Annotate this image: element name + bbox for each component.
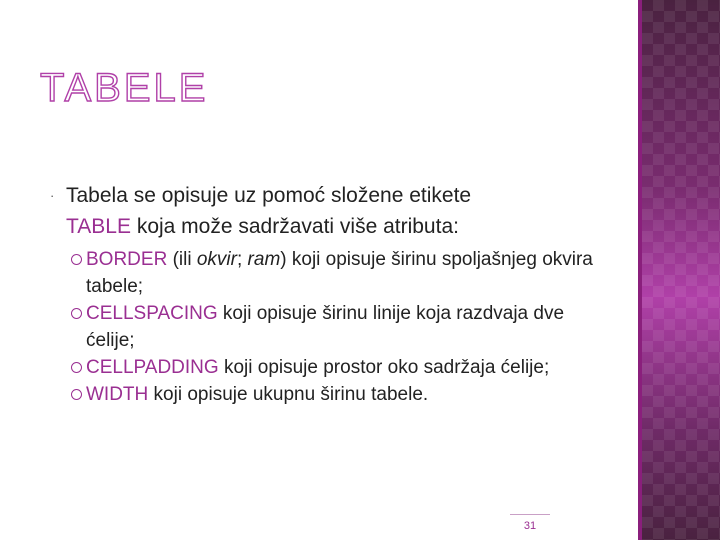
item-text: (ili bbox=[167, 249, 197, 270]
item-italic: ram bbox=[247, 249, 281, 270]
slide-title: TABELE bbox=[40, 66, 209, 110]
list-item-width bbox=[68, 381, 610, 408]
circle-bullet-icon bbox=[71, 254, 82, 265]
item-text: ; bbox=[236, 249, 248, 270]
page-number-divider bbox=[510, 514, 550, 515]
circle-bullet-icon bbox=[71, 362, 82, 373]
circle-bullet-icon bbox=[71, 389, 82, 400]
keyword-width: WIDTH bbox=[86, 384, 149, 405]
item-text: koji opisuje prostor oko sadržaja ćelije; bbox=[218, 357, 550, 378]
item-text: koji opisuje širinu linije koja razdvaja dve ćelije; bbox=[86, 303, 565, 351]
intro-line: Tabela se opisuje uz pomoć složene etikete bbox=[66, 184, 472, 207]
bullet-intro bbox=[50, 180, 610, 242]
slide-content bbox=[50, 180, 610, 408]
page-number: 31 bbox=[523, 520, 537, 532]
list-item-border bbox=[68, 246, 610, 300]
circle-bullet-icon bbox=[71, 308, 82, 319]
list-item-cellpadding bbox=[68, 354, 610, 381]
keyword-cellspacing: CELLSPACING bbox=[86, 303, 218, 324]
attribute-list bbox=[68, 246, 610, 408]
keyword-cellpadding: CELLPADDING bbox=[86, 357, 219, 378]
intro-rest: koja može sadržavati više atributa: bbox=[136, 215, 459, 238]
item-text: koji opisuje ukupnu širinu tabele. bbox=[148, 384, 429, 405]
list-item-cellspacing bbox=[68, 300, 610, 354]
decorative-side-band bbox=[642, 0, 720, 540]
item-italic: okvir bbox=[196, 249, 237, 270]
keyword-border: BORDER bbox=[86, 249, 168, 270]
item-text: ) koji opisuje širinu spoljašnjeg okvira tabele; bbox=[86, 249, 593, 297]
keyword-table: TABLE bbox=[66, 215, 131, 238]
bullet-dot-icon: · bbox=[50, 188, 55, 203]
